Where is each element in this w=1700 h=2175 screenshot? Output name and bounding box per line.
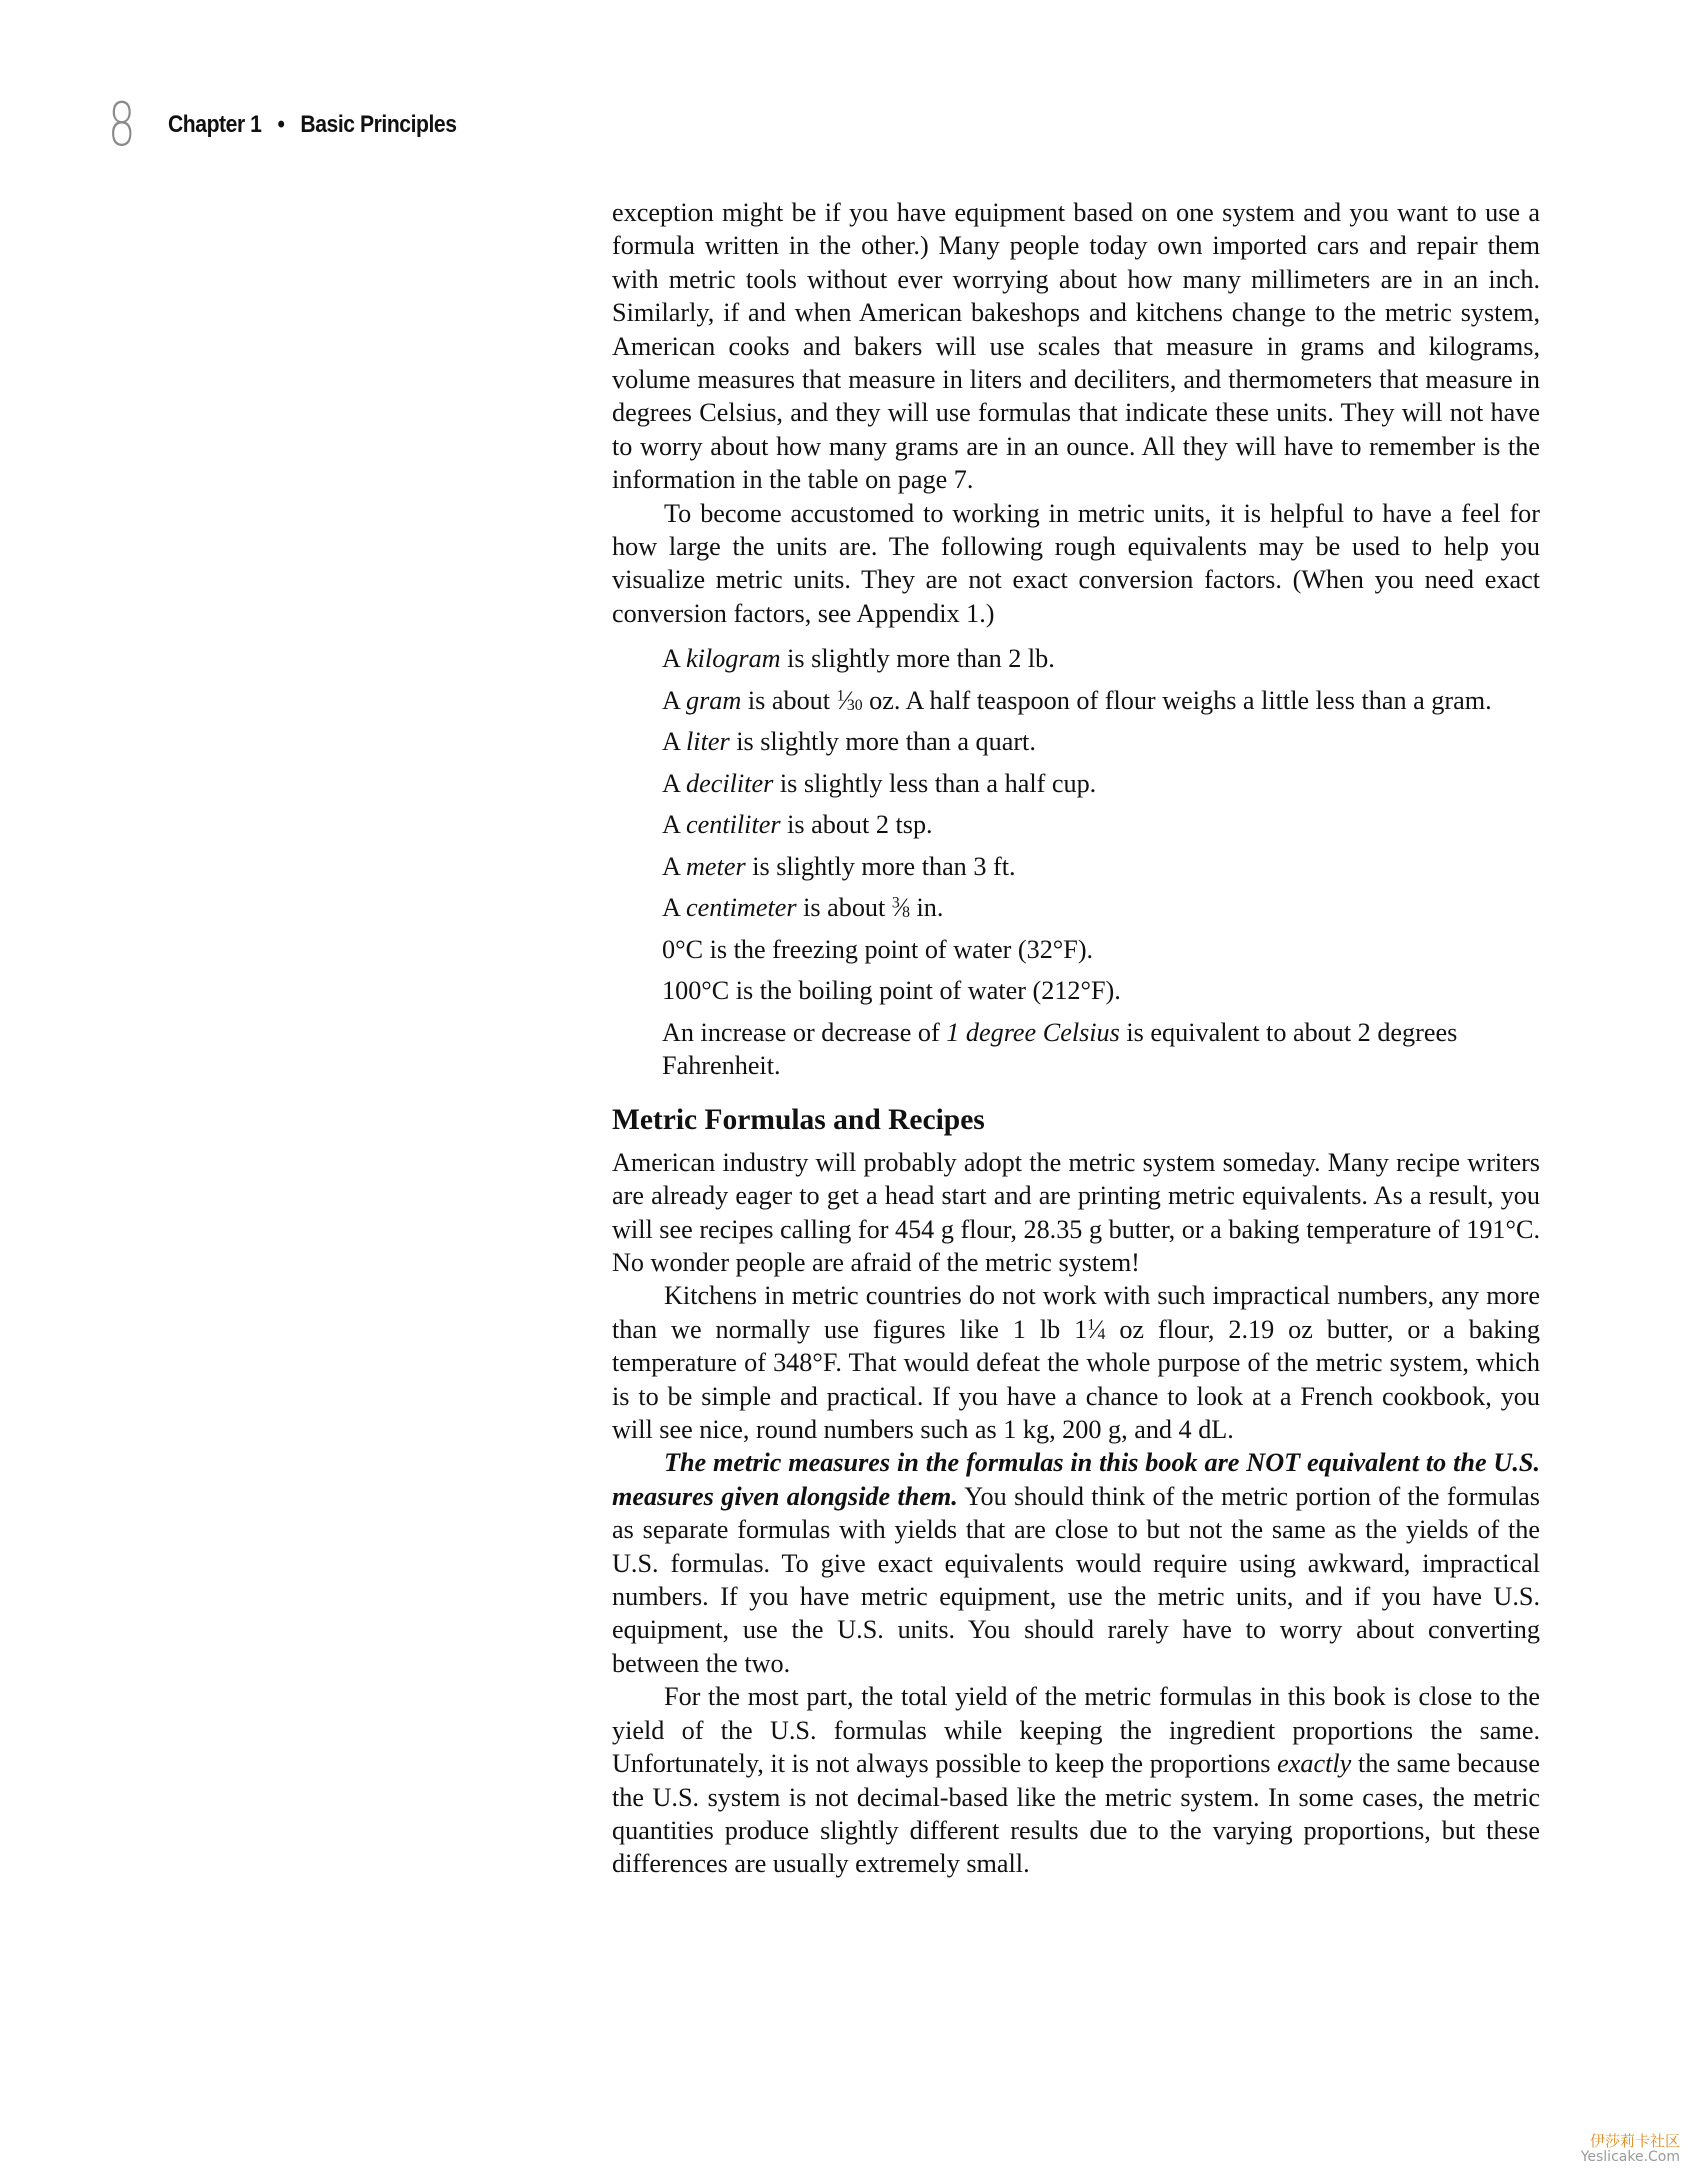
chapter-number: Chapter 1 [168,111,262,138]
list-item: An increase or decrease of 1 degree Celsius is equivalent to about 2 degrees Fahrenheit. [662,1017,1458,1080]
list-item: 0°C is the freezing point of water (32°F). [662,934,1094,964]
list-item: A deciliter is slightly less than a half cup. [662,768,1097,798]
fraction: $^1⁄_4$ [1087,1314,1106,1344]
fraction: $^3⁄_8$ [891,893,910,923]
list-item: 100°C is the boiling point of water (212°F). [662,976,1121,1006]
body-column [612,196,1540,1881]
list-item: A meter is slightly more than 3 ft. [662,851,1016,881]
bullet-separator: • [277,111,285,138]
paragraph-industry: American industry will probably adopt the metric system someday. Many recipe writers are already eager to get a head start and are printing metric equivalents. As a result, you will see recipes calling for 454 g flour, 28.35 g butter, or a baking temperature of 191°C. No wonder people are afraid of the metric system! [612,1147,1540,1277]
paragraph-rough-equivalents-intro: To become accustomed to working in metric units, it is helpful to have a feel for how large the units are. The following rough equivalents may be used to help you visualize metric units. They are not exact conversion factors. (When you need exact conversion factors, see Appendix 1.) [612,498,1540,628]
chapter-label [168,111,457,139]
page-number: 8 [108,90,136,160]
paragraph-not-equivalent: The metric measures in the formulas in this book are NOT equivalent to the U.S. measures given alongside them. You should think of the metric portion of the formulas as separate formulas with yields that are close to but not the same as the yields of the U.S. formulas. To give exact equivalents would require using awkward, impractical numbers. If you have metric equipment, use the metric units, and if you have U.S. equipment, use the U.S. units. You should rarely have to worry about converting between the two. [612,1448,1540,1678]
watermark [1581,2133,1680,2165]
equivalents-list [612,642,1540,1082]
watermark-en: Yeslicake.Com [1580,2148,1680,2165]
paragraph-kitchens: Kitchens in metric countries do not work with such impractical numbers, any more than we normally use figures like 1 lb $1^1⁄_4$ oz flour, 2.19 oz butter, or a baking temperature of 348°F. That would defeat the whole purpose of the metric system, which is to be simple and practical. If you have a chance to look at a French cookbook, you will see nice, round numbers such as 1 kg, 200 g, and 4 dL. [612,1281,1540,1445]
list-item: A liter is slightly more than a quart. [662,727,1036,757]
section-heading: Metric Formulas and Recipes [612,1103,985,1136]
paragraph-total-yield: For the most part, the total yield of the metric formulas in this book is close to the yield of the U.S. formulas while keeping the ingredient proportions the same. Unfortunately, it is not always possible to keep the proportions exactly the same because the U.S. system is not decimal-based like the metric system. In some cases, the metric quantities produce slightly different results due to the varying proportions, but these differences are usually extremely small. [612,1682,1540,1879]
watermark-cn: 伊莎莉卡社区 [1589,2132,1680,2151]
fraction: $^1⁄_{30}$ [836,685,863,715]
list-item: A centimeter is about $^3⁄_8$ in. [662,893,944,923]
emphasis-statement: The metric measures in the formulas in this book are NOT equivalent to the U.S. measures given alongside them. [612,1448,1540,1511]
chapter-title: Basic Principles [300,111,457,138]
paragraph-continuation: exception might be if you have equipment based on one system and you want to use a formula written in the other.) Many people today own imported cars and repair them with metric tools without ever worrying about how many millimeters are in an inch. Similarly, if and when American bakeshops and kitchens change to the metric system, American cooks and bakers will use scales that measure in grams and kilograms, volume measures that measure in liters and deciliters, and thermometers that measure in degrees Celsius, and they will use formulas that indicate these units. They will not have to worry about how many grams are in an ounce. All they will have to remember is the information in the table on page 7. [612,198,1540,495]
list-item: A centiliter is about 2 tsp. [662,810,933,840]
list-item: A kilogram is slightly more than 2 lb. [662,644,1055,674]
running-head [108,90,496,160]
list-item: A gram is about $^1⁄_{30}$ oz. A half teaspoon of flour weighs a little less than a gram. [662,685,1492,715]
